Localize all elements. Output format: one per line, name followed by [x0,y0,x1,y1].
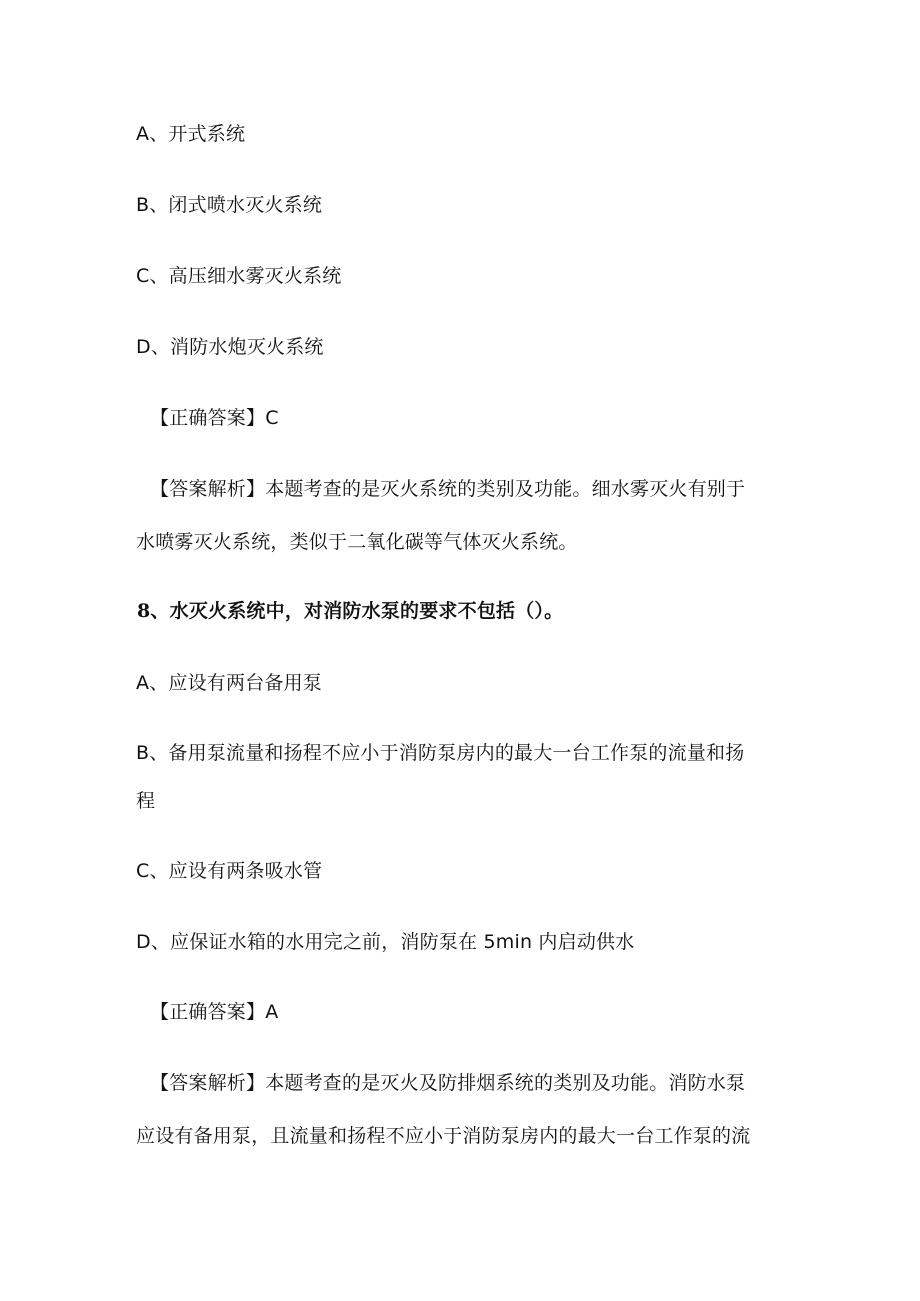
q8-option-a: A、应设有两台备用泵 [136,672,322,694]
q8-option-d: D、应保证水箱的水用完之前，消防泵在 5min 内启动供水 [136,931,635,953]
q7-analysis-line-1: 【答案解析】本题考查的是灭火系统的类别及功能。细水雾灭火有别于 [150,478,746,500]
q8-correct-answer: 【正确答案】A [150,1001,279,1023]
q8-option-b-line-2: 程 [136,790,156,812]
q8-question: 8、水灭火系统中，对消防水泵的要求不包括（）。 [137,600,564,622]
q7-option-d: D、消防水炮灭火系统 [136,336,324,358]
q8-analysis-line-2: 应设有备用泵，且流量和扬程不应小于消防泵房内的最大一台工作泵的流 [136,1125,751,1147]
q7-option-b: B、闭式喷水灭火系统 [136,194,323,216]
q8-option-c: C、应设有两条吸水管 [136,860,323,882]
q7-analysis-line-2: 水喷雾灭火系统，类似于二氧化碳等气体灭火系统。 [136,531,578,553]
q7-option-a: A、开式系统 [136,123,246,145]
q7-correct-answer: 【正确答案】C [150,407,279,429]
q7-option-c: C、高压细水雾灭火系统 [136,265,342,287]
q8-analysis-line-1: 【答案解析】本题考查的是灭火及防排烟系统的类别及功能。消防水泵 [150,1072,746,1094]
q8-option-b-line-1: B、备用泵流量和扬程不应小于消防泵房内的最大一台工作泵的流量和扬 [136,742,745,764]
